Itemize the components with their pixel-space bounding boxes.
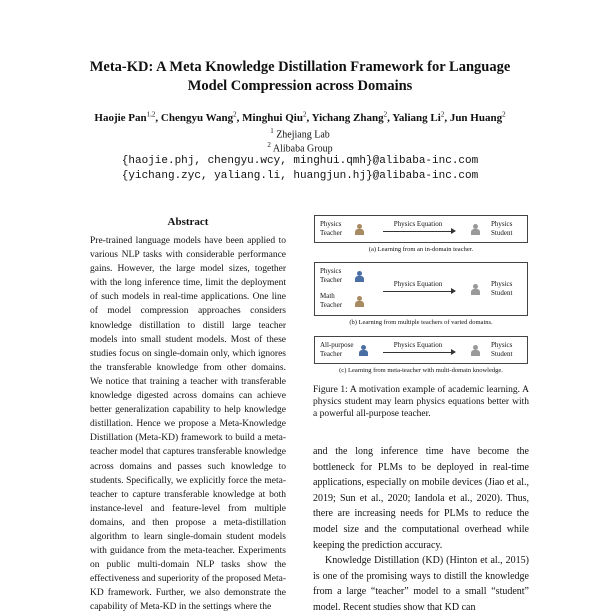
author-list: [40, 110, 560, 124]
figure-panel-b: [314, 262, 528, 316]
arrow-head-icon: [451, 288, 456, 294]
author: Haojie Pan$^{1,2}$,: [94, 110, 161, 124]
author: Chengyu Wang$^2$,: [160, 110, 243, 124]
student-icon: [471, 284, 480, 295]
email-line-1: {haojie.phj, chengyu.wcy, minghui.qmh}@alibaba-inc.com: [121, 155, 479, 167]
teacher-label: Physics Teacher: [320, 267, 343, 284]
paper-title: [60, 58, 540, 96]
arrow-head-icon: [451, 349, 456, 355]
teacher-icon: [359, 345, 368, 356]
figure-panel-c: [314, 336, 528, 364]
author: Yaliang Li$^2$,: [392, 110, 450, 124]
figure-caption: Figure 1: A motivation example of academic learning. A physics student may learn physics equations better with a powerful all-purpose teacher.: [313, 385, 529, 419]
paragraph: and the long inference time have become the bottleneck for PLMs to be deployed in real-time applications, especially on mobile devices (Jiao et al., 2019; Sun et al., 2020; Iandola et al., 2020). Thus, there are increasing needs for PLMs to reduce the model size and the computational overhead while keeping the prediction accuracy.: [313, 446, 529, 551]
teacher-label: Math Teacher: [320, 292, 343, 309]
arrow-label: Physics Equation: [393, 341, 443, 349]
arrow-label: Physics Equation: [393, 280, 443, 288]
abstract-heading: Abstract: [167, 216, 209, 228]
subcaption-a: (a) Learning from an in-domain teacher.: [368, 246, 474, 253]
author: Yichang Zhang$^2$,: [311, 110, 393, 124]
arrow-label: Physics Equation: [393, 220, 443, 228]
student-label: Physics Student: [491, 220, 513, 237]
arrow-line: [383, 291, 451, 292]
paragraph: Knowledge Distillation (KD) (Hinton et al., 2015) is one of the promising ways to distill the knowledge from a large “teacher” model to a small “student” model. Recent studies show that KD can: [313, 555, 529, 613]
teacher-icon: [355, 224, 364, 235]
student-label: Physics Student: [491, 280, 513, 297]
abstract-text: Pre-trained language models have been applied to various NLP tasks with considerable performance gains. However, the large model sizes, together with the long inference time, limit the deployment of such models in real-time applications. One line of model compression approaches considers knowledge distillation to distill large teacher models into small student models. Most of these studies focus on single-domain only, which ignores the transferable knowledge from other domains. We notice that training a teacher with transferable knowledge digested across domains can achieve better generalization capability to help knowledge distillation. Hence we propose a Meta-Knowledge Distillation (Meta-KD) framework to build a meta-teacher model that captures transferable knowledge across domains and passes such knowledge to students. Specifically, we explicitly force the meta-teacher to capture transferable knowledge at both instance-level and feature-level from multiple domains, and then propose a meta-distillation algorithm to learn single-domain student models with guidance from the meta-teacher. Experiments on public multi-domain NLP tasks show the effectiveness and superiority of the proposed Meta-KD framework. Further, we also demonstrate the capability of Meta-KD in the settings where the: [90, 236, 286, 613]
arrow-line: [383, 352, 451, 353]
subcaption-b: (b) Learning from multiple teachers of varied domains.: [349, 319, 493, 326]
email-line-2: {yichang.zyc, yaliang.li, huangjun.hj}@alibaba-inc.com: [121, 170, 479, 182]
teacher-label: Physics Teacher: [320, 220, 343, 237]
subcaption-c: (c) Learning from meta-teacher with multi-domain knowledge.: [339, 367, 503, 374]
arrow-head-icon: [451, 228, 456, 234]
student-icon: [471, 345, 480, 356]
teacher-icon: [355, 271, 364, 282]
teacher-icon: [355, 296, 364, 307]
author: Minghui Qiu$^2$,: [242, 110, 312, 124]
title-line-1: Meta-KD: A Meta Knowledge Distillation Framework for Language: [89, 59, 511, 75]
arrow-line: [383, 231, 451, 232]
affiliation-2: $^2$ Alibaba Group: [267, 141, 333, 155]
teacher-label: All-purpose Teacher: [320, 341, 354, 358]
affiliation-1: $^1$ Zhejiang Lab: [270, 127, 330, 141]
figure-panel-a: [314, 215, 528, 243]
body-text: [313, 444, 529, 616]
author: Jun Huang$^2$: [449, 110, 506, 124]
student-icon: [471, 224, 480, 235]
student-label: Physics Student: [491, 341, 513, 358]
title-line-2: Model Compression across Domains: [187, 78, 413, 94]
